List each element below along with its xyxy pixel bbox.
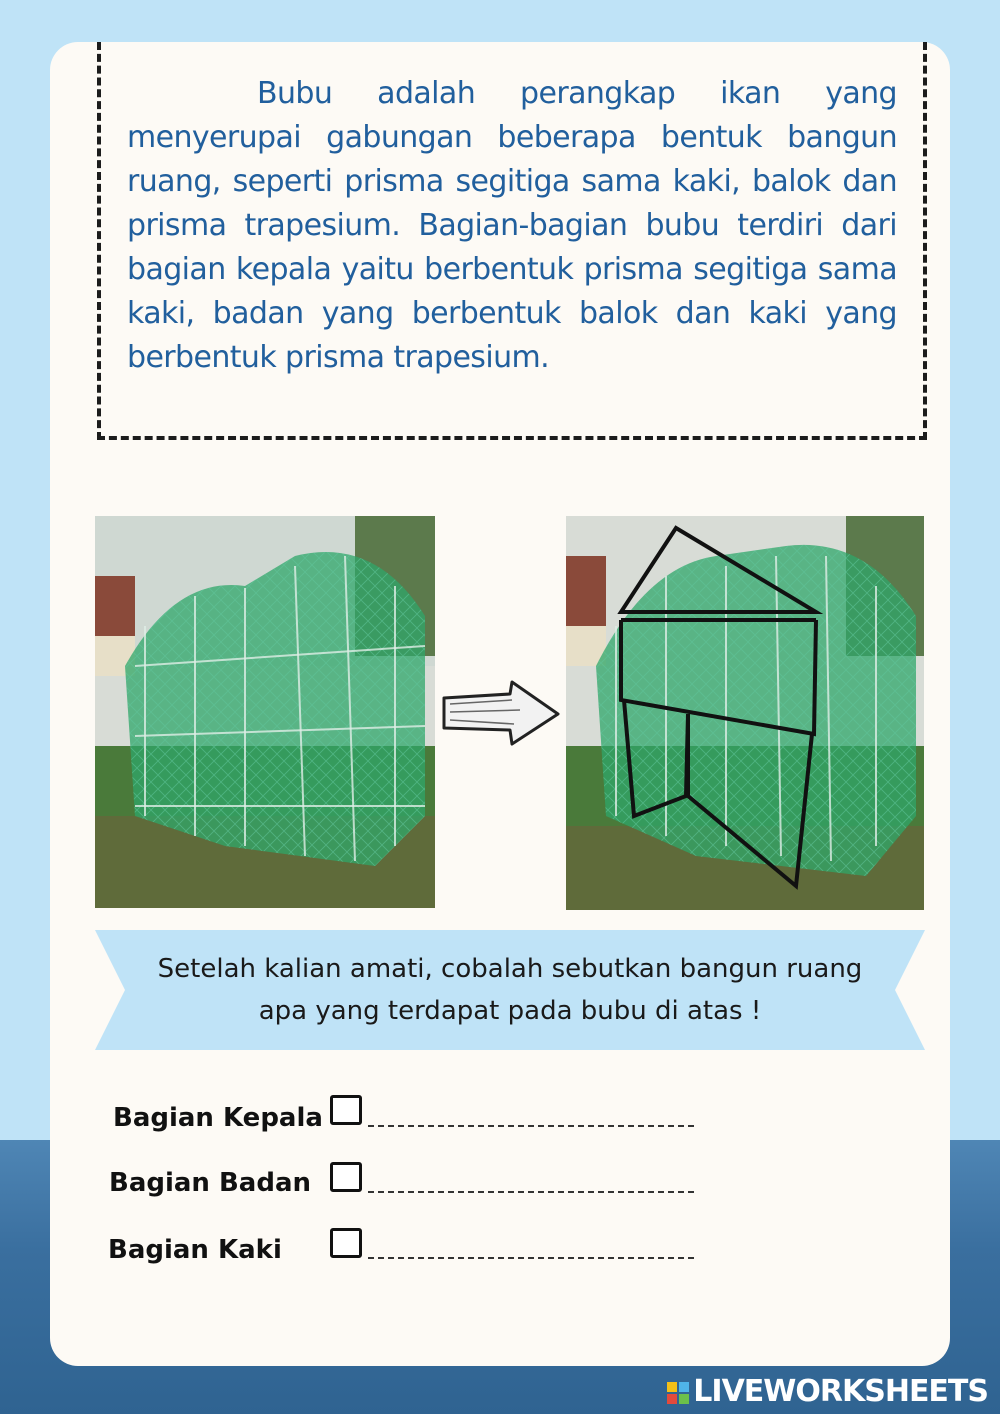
checkbox-icon[interactable] [330,1228,362,1258]
answer-row-kepala [0,1095,1000,1145]
bubu-photo-original [95,516,435,908]
intro-paragraph: Bubu adalah perangkap ikan yang menyerupai gabungan beberapa bentuk bangun ruang, seperti prisma segitiga sama kaki, balok dan prisma trapesium. Bagian-bagian bubu terdiri dari bagian kepala yaitu berbentuk prisma segitiga sama kaki, badan yang berbentuk balok dan kaki yang berbentuk prisma trapesium. [127,76,897,375]
checkbox-icon[interactable] [330,1095,362,1125]
answer-label-kaki: Bagian Kaki [108,1235,282,1265]
brand-name: LIVEWORKSHEETS [693,1374,988,1409]
right-arrow-icon [440,680,562,751]
instruction-line-2: apa yang terdapat pada bubu di atas ! [258,996,762,1026]
liveworksheets-logo [667,1374,988,1409]
intro-textbox [97,42,927,440]
answer-row-kaki [0,1228,1000,1278]
instruction-line-1: Setelah kalian amati, cobalah sebutkan bangun ruang [157,954,863,984]
answer-input-badan[interactable] [368,1191,694,1193]
bubu-photo-annotated [566,516,924,910]
answer-label-kepala: Bagian Kepala [113,1103,323,1133]
answer-label-badan: Bagian Badan [109,1168,312,1198]
answer-input-kaki[interactable] [368,1257,694,1259]
instruction-banner [95,930,925,1050]
checkbox-icon[interactable] [330,1162,362,1192]
liveworksheets-logo-icon [667,1382,689,1404]
answer-row-badan [0,1162,1000,1212]
instruction-text [95,948,925,1032]
answer-input-kepala[interactable] [368,1125,694,1127]
